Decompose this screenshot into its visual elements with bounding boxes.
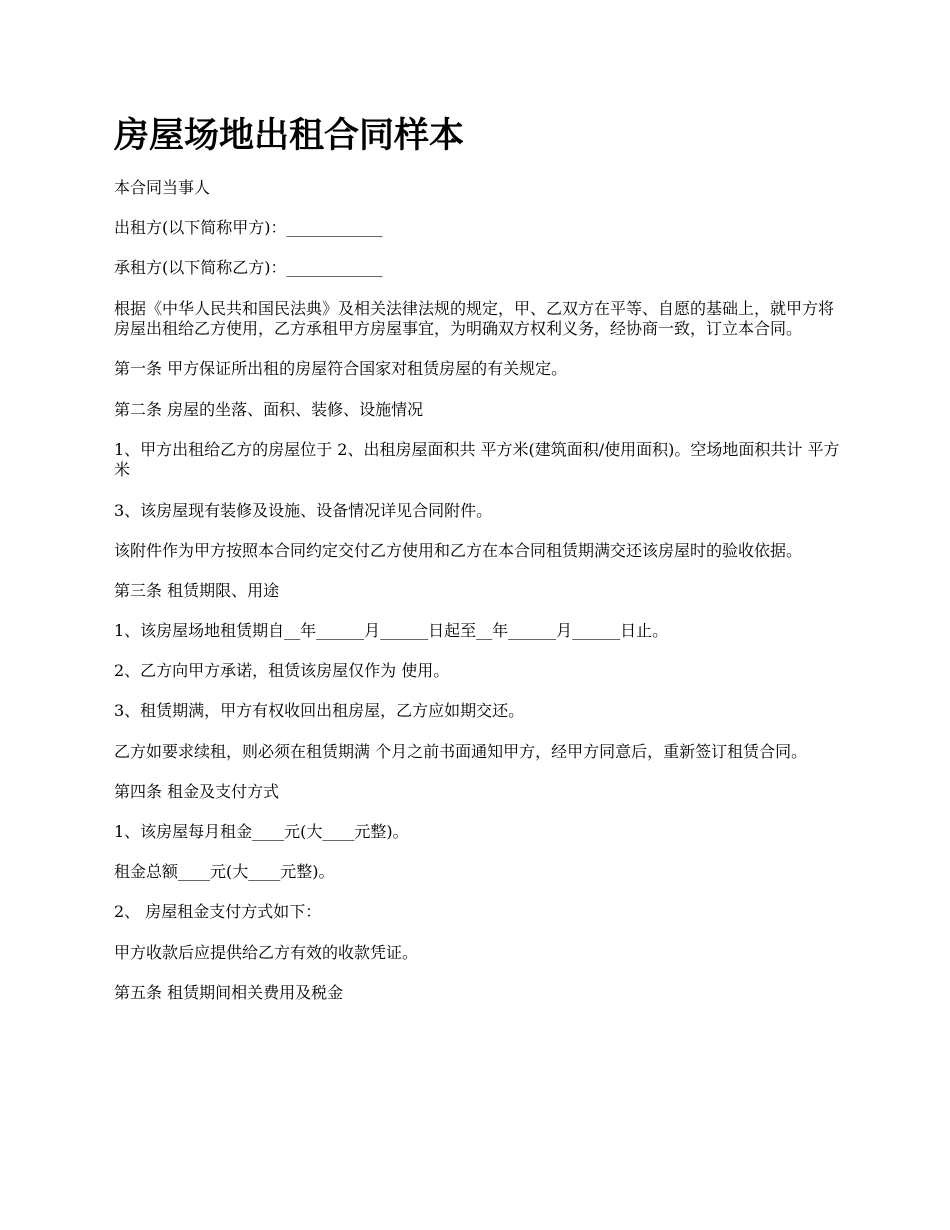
preamble-paragraph: 根据《中华人民共和国民法典》及相关法律法规的规定，甲、乙双方在平等、自愿的基础上，就甲方将房屋出租给乙方使用，乙方承租甲方房屋事宜，为明确双方权利义务，经协商一致，订立本合同。 — [114, 298, 835, 339]
renewal-paragraph: 乙方如要求续租，则必须在租赁期满 个月之前书面通知甲方，经甲方同意后，重新签订租赁合同。 — [114, 741, 808, 761]
article-5-heading: 第五条 租赁期间相关费用及税金 — [114, 982, 344, 1002]
article-3-clause-1: 1、该房屋场地租赁期自__年______月______日起至__年______月______日止。 — [114, 621, 669, 641]
document-title: 房屋场地出租合同样本 — [114, 115, 465, 156]
article-2-heading: 第二条 房屋的坐落、面积、装修、设施情况 — [114, 399, 424, 419]
lessee-line: 承租方(以下简称乙方)：____________ — [114, 258, 383, 278]
article-2-clause-3: 3、该房屋现有装修及设施、设备情况详见合同附件。 — [114, 500, 493, 520]
lessor-line: 出租方(以下简称甲方)：____________ — [114, 218, 383, 238]
article-3-heading: 第三条 租赁期限、用途 — [114, 580, 280, 600]
article-3-clause-3: 3、租赁期满，甲方有权收回出租房屋，乙方应如期交还。 — [114, 701, 525, 721]
article-4-clause-1: 1、该房屋每月租金____元(大____元整)。 — [114, 822, 409, 841]
attachment-paragraph: 该附件作为甲方按照本合同约定交付乙方使用和乙方在本合同租赁期满交还该房屋时的验收依据。 — [114, 540, 803, 560]
article-3-clause-2: 2、乙方向甲方承诺，租赁该房屋仅作为 使用。 — [114, 661, 450, 681]
article-1: 第一条 甲方保证所出租的房屋符合国家对租赁房屋的有关规定。 — [114, 359, 568, 379]
article-4-heading: 第四条 租金及支付方式 — [114, 781, 280, 801]
receipt-paragraph: 甲方收款后应提供给乙方有效的收款凭证。 — [114, 942, 419, 962]
parties-heading: 本合同当事人 — [114, 178, 211, 197]
rent-total-line: 租金总额____元(大____元整)。 — [114, 862, 335, 882]
article-2-clause-1-2: 1、甲方出租给乙方的房屋位于 2、出租房屋面积共 平方米(建筑面积/使用面积)。空场地面积共计 平方米 — [114, 439, 840, 480]
document-page — [114, 108, 844, 1023]
article-4-clause-2: 2、 房屋租金支付方式如下： — [114, 902, 322, 922]
